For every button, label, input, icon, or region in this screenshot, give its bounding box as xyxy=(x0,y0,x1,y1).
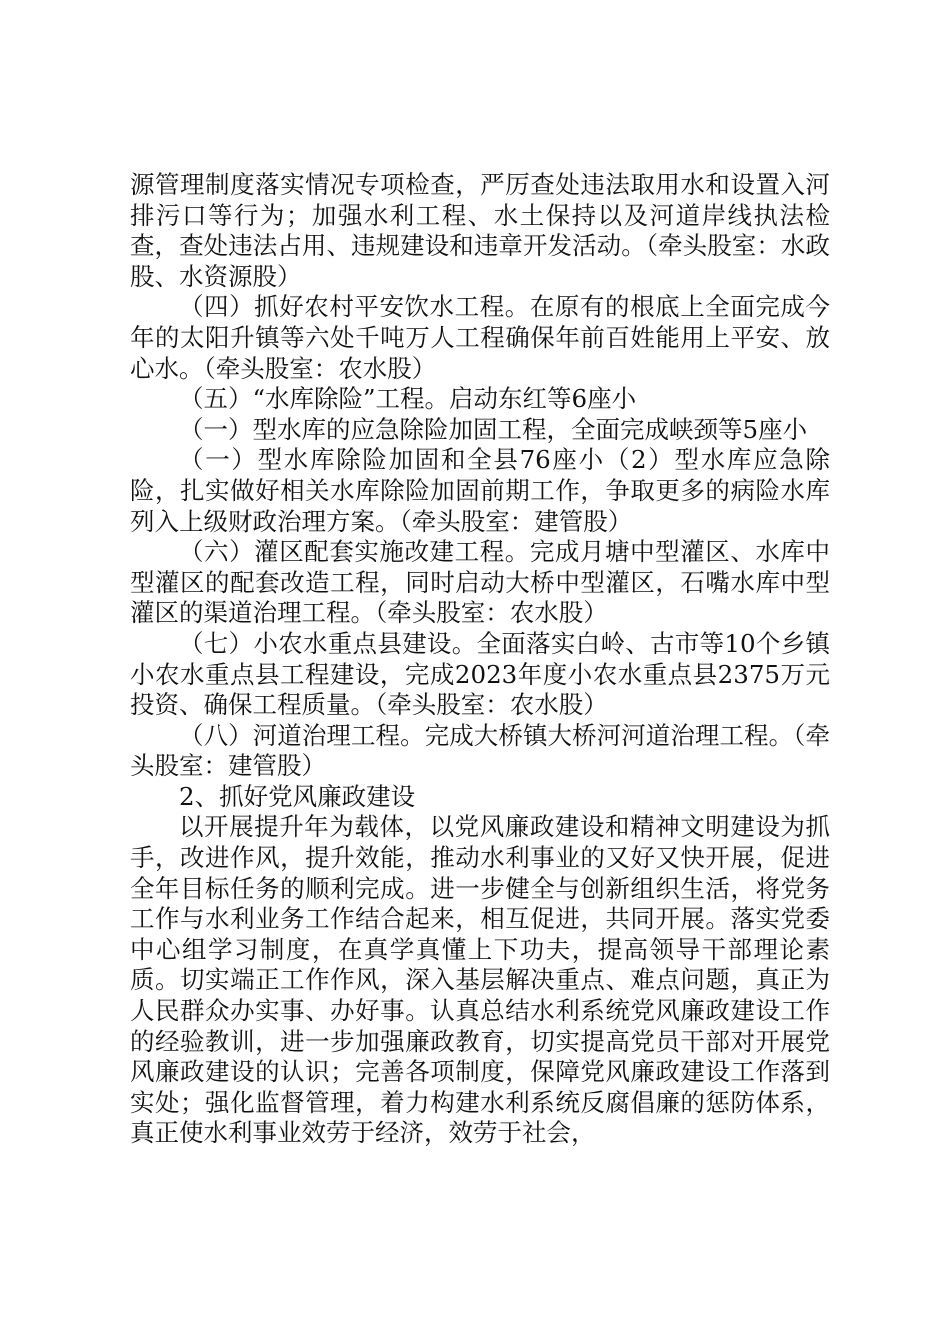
paragraph-item-6: （六）灌区配套实施改建工程。完成月塘中型灌区、水库中型灌区的配套改造工程，同时启动大桥中型灌区，石嘴水库中型灌区的渠道治理工程。（牵头股室：农水股） xyxy=(130,537,830,628)
paragraph-item-8: （八）河道治理工程。完成大桥镇大桥河河道治理工程。（牵头股室：建管股） xyxy=(130,720,830,781)
document-page xyxy=(130,170,830,1149)
paragraph-item-5-cont-b: （一）型水库除险加固和全县76座小（2）型水库应急除险，扎实做好相关水库除险加固前期工作，争取更多的病险水库列入上级财政治理方案。（牵头股室：建管股） xyxy=(130,445,830,536)
paragraph-item-4: （四）抓好农村平安饮水工程。在原有的根底上全面完成今年的太阳升镇等六处千吨万人工程确保年前百姓能用上平安、放心水。（牵头股室：农水股） xyxy=(130,292,830,383)
paragraph-party-building: 以开展提升年为载体，以党风廉政建设和精神文明建设为抓手，改进作风，提升效能，推动水利事业的又好又快开展，促进全年目标任务的顺利完成。进一步健全与创新组织生活，将党务工作与水利业务工作结合起来，相互促进，共同开展。落实党委中心组学习制度，在真学真懂上下功夫，提高领导干部理论素质。切实端正工作作风，深入基层解决重点、难点问题，真正为人民群众办实事、办好事。认真总结水利系统党风廉政建设工作的经验教训，进一步加强廉政教育，切实提高党员干部对开展党风廉政建设的认识；完善各项制度，保障党风廉政建设工作落到实处；强化监督管理，着力构建水利系统反腐倡廉的惩防体系，真正使水利事业效劳于经济，效劳于社会， xyxy=(130,812,830,1148)
paragraph-continuation: 源管理制度落实情况专项检查，严厉查处违法取用水和设置入河排污口等行为；加强水利工程、水土保持以及河道岸线执法检查，查处违法占用、违规建设和违章开发活动。（牵头股室：水政股、水资源股） xyxy=(130,170,830,291)
section-heading: 2、抓好党风廉政建设 xyxy=(179,781,416,811)
paragraph-item-5: （五）“水库除险”工程。启动东红等6座小 xyxy=(179,384,637,414)
paragraph-item-5-cont-a: （一）型水库的应急除险加固工程，全面完成峡颈等5座小 xyxy=(179,414,808,444)
paragraph-item-7: （七）小农水重点县建设。全面落实白岭、古市等10个乡镇小农水重点县工程建设，完成2023年度小农水重点县2375万元投资、确保工程质量。（牵头股室：农水股） xyxy=(130,628,830,720)
